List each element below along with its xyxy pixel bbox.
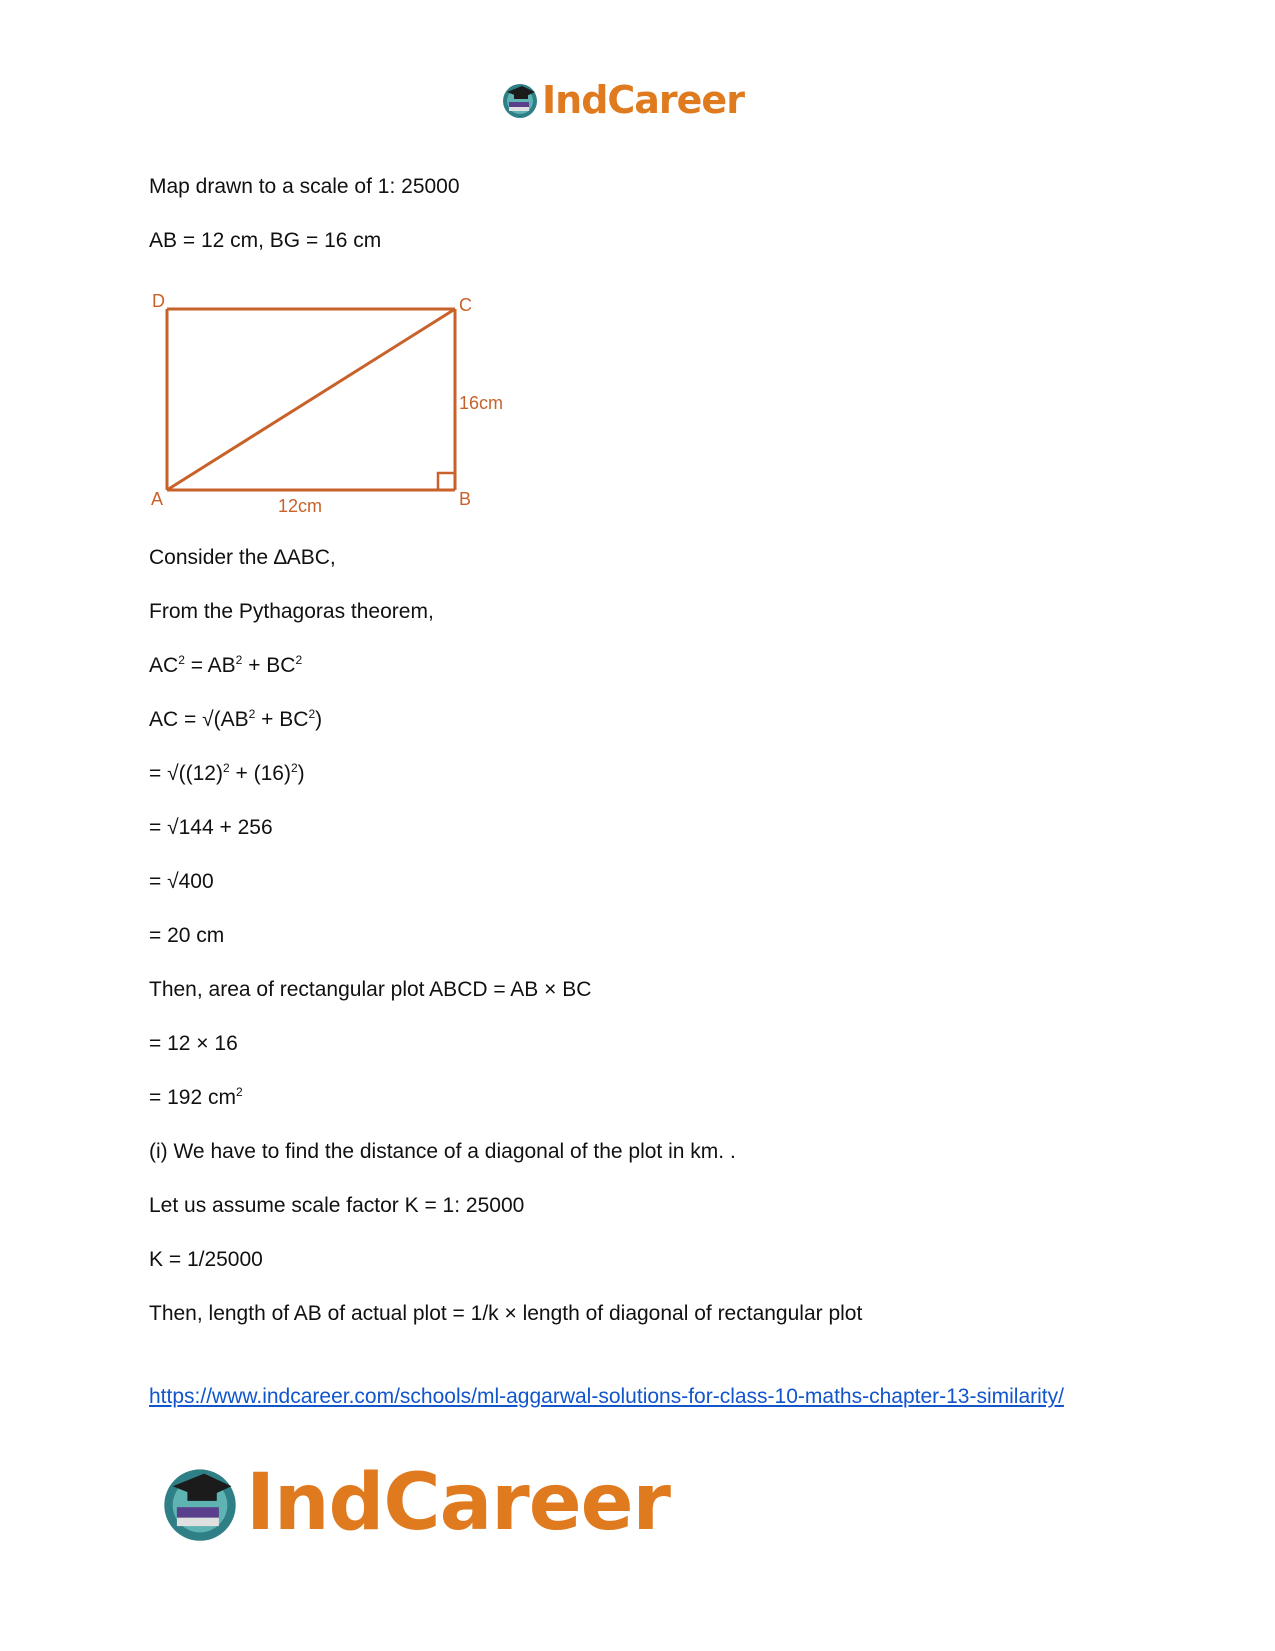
text-line: (i) We have to find the distance of a diagonal of the plot in km. . (149, 1140, 736, 1163)
header-logo (500, 78, 744, 122)
footer-logo (158, 1458, 670, 1548)
text-line: Map drawn to a scale of 1: 25000 (149, 175, 460, 198)
text-line: Then, area of rectangular plot ABCD = AB × BC (149, 978, 592, 1001)
text-line: From the Pythagoras theorem, (149, 600, 434, 623)
text-line: Let us assume scale factor K = 1: 25000 (149, 1194, 525, 1217)
rectangle-diagram (148, 290, 518, 515)
vertex-label-c: C (459, 295, 472, 315)
graduation-book-icon (158, 1461, 242, 1545)
vertex-label-a: A (151, 489, 164, 509)
logo-text: IndCareer (542, 78, 744, 122)
side-ab-label: 12cm (278, 496, 323, 515)
text-line: Consider the ∆ABC, (149, 546, 336, 569)
diagonal-ac (167, 309, 455, 490)
text-line: = 12 × 16 (149, 1032, 238, 1055)
equation-line: = 192 $cm^2$ (149, 1085, 243, 1109)
logo-text: IndCareer (246, 1458, 670, 1548)
text-line: = √400 (149, 870, 214, 893)
graduation-book-icon (500, 80, 540, 120)
vertex-label-b: B (459, 489, 472, 509)
text-line: = √144 + 256 (149, 816, 273, 839)
text-line: AB = 12 cm, BG = 16 cm (149, 229, 382, 252)
right-angle-marker (438, 473, 455, 490)
equation-line: AC = $√(AB^2 + BC^2)$ (149, 707, 323, 731)
text-line: = 20 cm (149, 924, 225, 947)
equation-line: $AC^2 = AB^2 + BC^2$ (149, 653, 303, 677)
equation-line: = $√((12)^2 + (16)^2)$ (149, 761, 305, 785)
vertex-label-d: D (152, 291, 165, 311)
rectangle-lines (167, 309, 455, 490)
text-line: Then, length of AB of actual plot = 1/k × length of diagonal of rectangular plot (149, 1302, 863, 1325)
side-bc-label: 16cm (459, 393, 504, 413)
source-link[interactable]: https://www.indcareer.com/schools/ml-aggarwal-solutions-for-class-10-maths-chapter-13-similarity/ (149, 1385, 1064, 1408)
text-line: K = 1/25000 (149, 1248, 263, 1271)
